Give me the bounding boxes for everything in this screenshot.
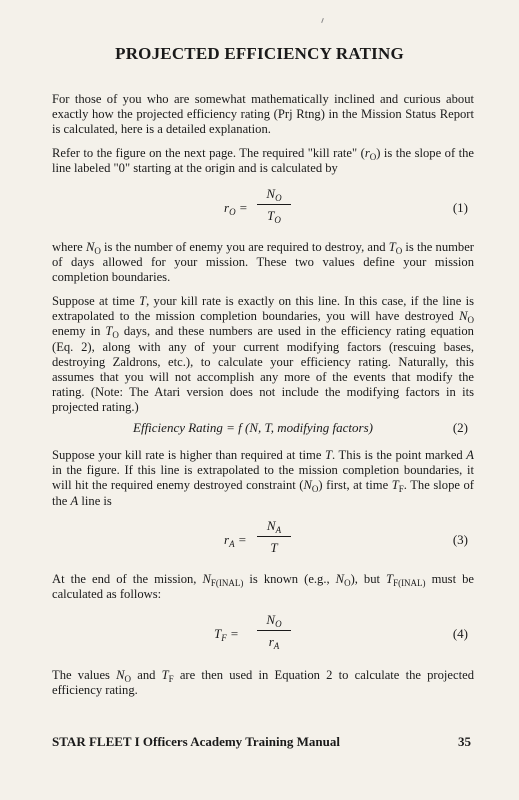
equation-4-tag: (4) — [452, 626, 468, 641]
equation-1 — [52, 186, 474, 232]
equation-3-lhs: $r_A$ = — [224, 532, 247, 549]
page-footer — [52, 734, 471, 750]
equation-1-fraction: $\frac{N_O}{T_O}$ — [257, 186, 291, 224]
equation-2 — [52, 420, 474, 438]
equation-4 — [52, 612, 474, 660]
paragraph-kill-rate-start: Refer to the figure on the next page. The required "kill rate" ( — [52, 146, 365, 160]
paragraph-on-line: Suppose at time T, your kill rate is exactly on this line. In this case, if the line is extrapolated to the mission completion boundaries, you will have destroyed $N_O$ enemy in $T_O$ days, and these numbers are used in the efficiency rating equation (Eq. 2), along with any of your current modifying factors (rescuing bases, destroying Zaldrons, etc.), to calculate your efficiency rating. Naturally, this assumes that you will not accomplish any more of the events that modify the rating. (Note: The Atari version does not include the modifying factors in its projected rating.) — [52, 294, 475, 415]
paragraph-end-of-mission: At the end of the mission, $N_{F(INAL)}$ is known (e.g., $N_O$), but $T_{F(INAL)}$ must be calculated as follows: — [52, 572, 474, 602]
page-number: 35 — [458, 734, 471, 749]
equation-4-lhs: $T_F$ = — [214, 626, 239, 643]
paragraph-boundaries: where $N_O$ is the number of enemy you are required to destroy, and $T_O$ is the number of days allowed for your mission. These two values define your mission completion boundaries. — [52, 240, 474, 285]
paragraph-higher-rate: Suppose your kill rate is higher than required at time T. This is the point marked A in the figure. If this line is extrapolated to the mission completion boundaries, it will hit the required enemy destroyed constraint $(N_O)$ first, at time $T_F$. The slope of the A line is — [52, 448, 475, 508]
equation-3-fraction: $\frac{N_A}{T}$ — [257, 518, 291, 556]
equation-3 — [52, 518, 474, 564]
paragraph-kill-rate: Refer to the figure on the next page. The required "kill rate" $(r_O)$ is the slope of the line labeled "0" starting at the origin and is calculated by — [52, 146, 474, 176]
equation-4-fraction: $\frac{N_O}{r_A}$ — [257, 612, 291, 650]
manual-title: STAR FLEET I Officers Academy Training Manual — [52, 734, 340, 749]
equation-3-tag: (3) — [452, 532, 468, 547]
paragraph-intro: For those of you who are somewhat mathematically inclined and curious about exactly how the projected efficiency rating (Prj Rtng) in the Mission Status Report is calculated, here is a detailed explanation. — [52, 92, 474, 137]
equation-2-tag: (2) — [452, 420, 468, 435]
paragraph-conclusion: The values $N_O$ and $T_F$ are then used in Equation 2 to calculate the projected efficiency rating. — [52, 668, 474, 698]
equation-2-text: Efficiency Rating = f (N, T, modifying factors) — [133, 420, 373, 435]
scan-mark — [321, 18, 324, 23]
equation-1-tag: (1) — [452, 200, 468, 215]
paragraph-kill-rate-end: ) is the slope of the line labeled "0" starting at the origin and is calculated by — [52, 146, 474, 176]
page-title: PROJECTED EFFICIENCY RATING — [115, 44, 404, 63]
equation-1-lhs: $r_O$ = — [224, 200, 248, 217]
